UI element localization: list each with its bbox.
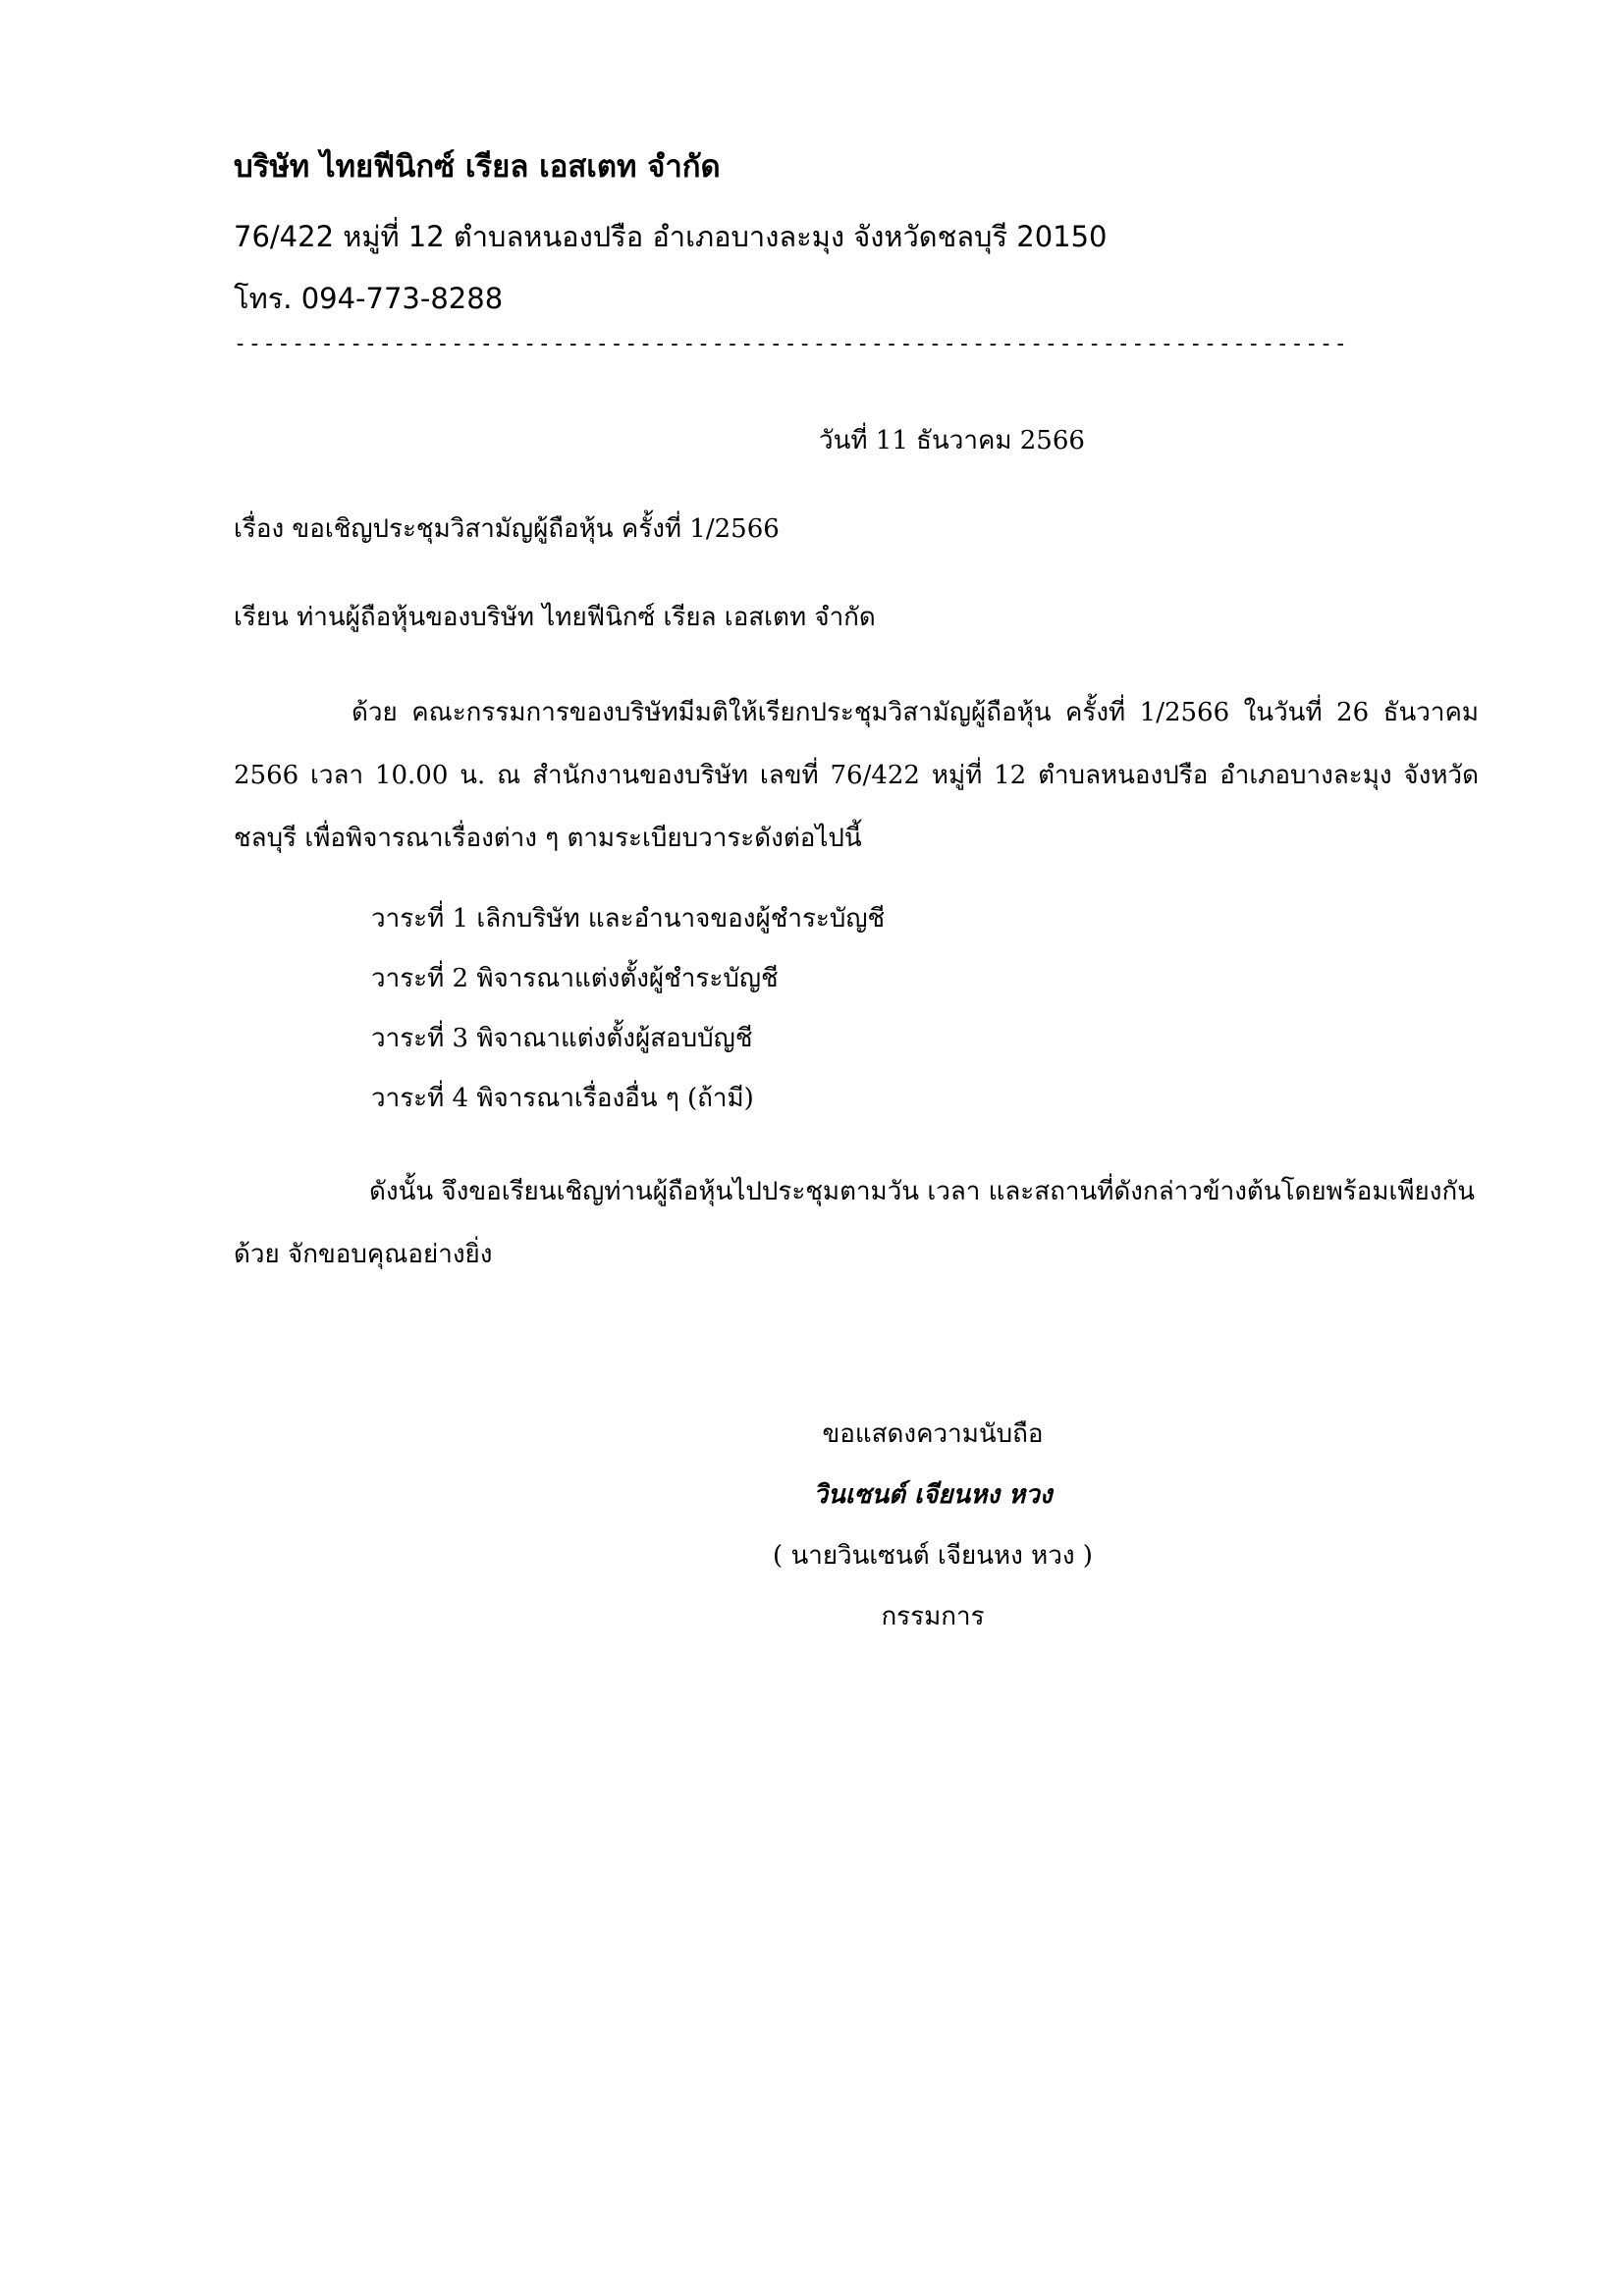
letter-subject: เรื่อง ขอเชิญประชุมวิสามัญผู้ถือหุ้น ครั้งที่ 1/2566 [234, 514, 780, 544]
agenda-item: วาระที่ 2 พิจารณาแต่งตั้งผู้ชำระบัญชี [371, 964, 779, 993]
printed-name: ( นายวินเซนต์ เจียนหง หวง ) [773, 1541, 1093, 1571]
agenda-item: วาระที่ 3 พิจาณาแต่งตั้งผู้สอบบัญชี [371, 1024, 753, 1053]
agenda-item: วาระที่ 4 พิจารณาเรื่องอื่น ๆ (ถ้ามี) [371, 1084, 754, 1113]
agenda-item: วาระที่ 1 เลิกบริษัท และอำนาจของผู้ชำระบัญชี [371, 904, 886, 934]
letter-body-paragraph: ด้วย คณะกรรมการของบริษัทมีมติให้เรียกประชุมวิสามัญผู้ถือหุ้น ครั้งที่ 1/2566 ในวันที่ 26 ธันวาคม 2566 เวลา 10.00 น. ณ สำนักงานของบริษัท เลขที่ 76/422 หมู่ที่ 12 ตำบลหนองปรือ อำเภอบางละมุง จังหวัดชลบุรี เพื่อพิจารณาเรื่องต่าง ๆ ตามระเบียบวาระดังต่อไปนี้ [234, 698, 1479, 853]
company-address: 76/422 หมู่ที่ 12 ตำบลหนองปรือ อำเภอบางละมุง จังหวัดชลบุรี 20150 [234, 220, 1108, 253]
signer-position: กรรมการ [881, 1602, 985, 1631]
letter-recipient: เรียน ท่านผู้ถือหุ้นของบริษัท ไทยฟีนิกซ์ เรียล เอสเตท จำกัด [234, 603, 876, 632]
letter-closing-paragraph: ดังนั้น จึงขอเรียนเชิญท่านผู้ถือหุ้นไปประชุมตามวัน เวลา และสถานที่ดังกล่าวข้างต้นโดยพร้อมเพียงกันด้วย จักขอบคุณอย่างยิ่ง [234, 1177, 1475, 1269]
company-name: บริษัท ไทยฟีนิกซ์ เรียล เอสเตท จำกัด [234, 149, 721, 185]
signature-block [687, 1404, 1178, 1647]
company-phone: โทร. 094-773-8288 [234, 282, 504, 315]
signature: วินเซนต์ เจียนหง หวง [813, 1480, 1053, 1510]
salutation: ขอแสดงความนับถือ [822, 1419, 1044, 1449]
letter-date: วันที่ 11 ธันวาคม 2566 [819, 426, 1085, 455]
agenda-list [371, 889, 885, 1129]
header-divider: ----------------------------------------------------------------------------- [234, 332, 1349, 356]
